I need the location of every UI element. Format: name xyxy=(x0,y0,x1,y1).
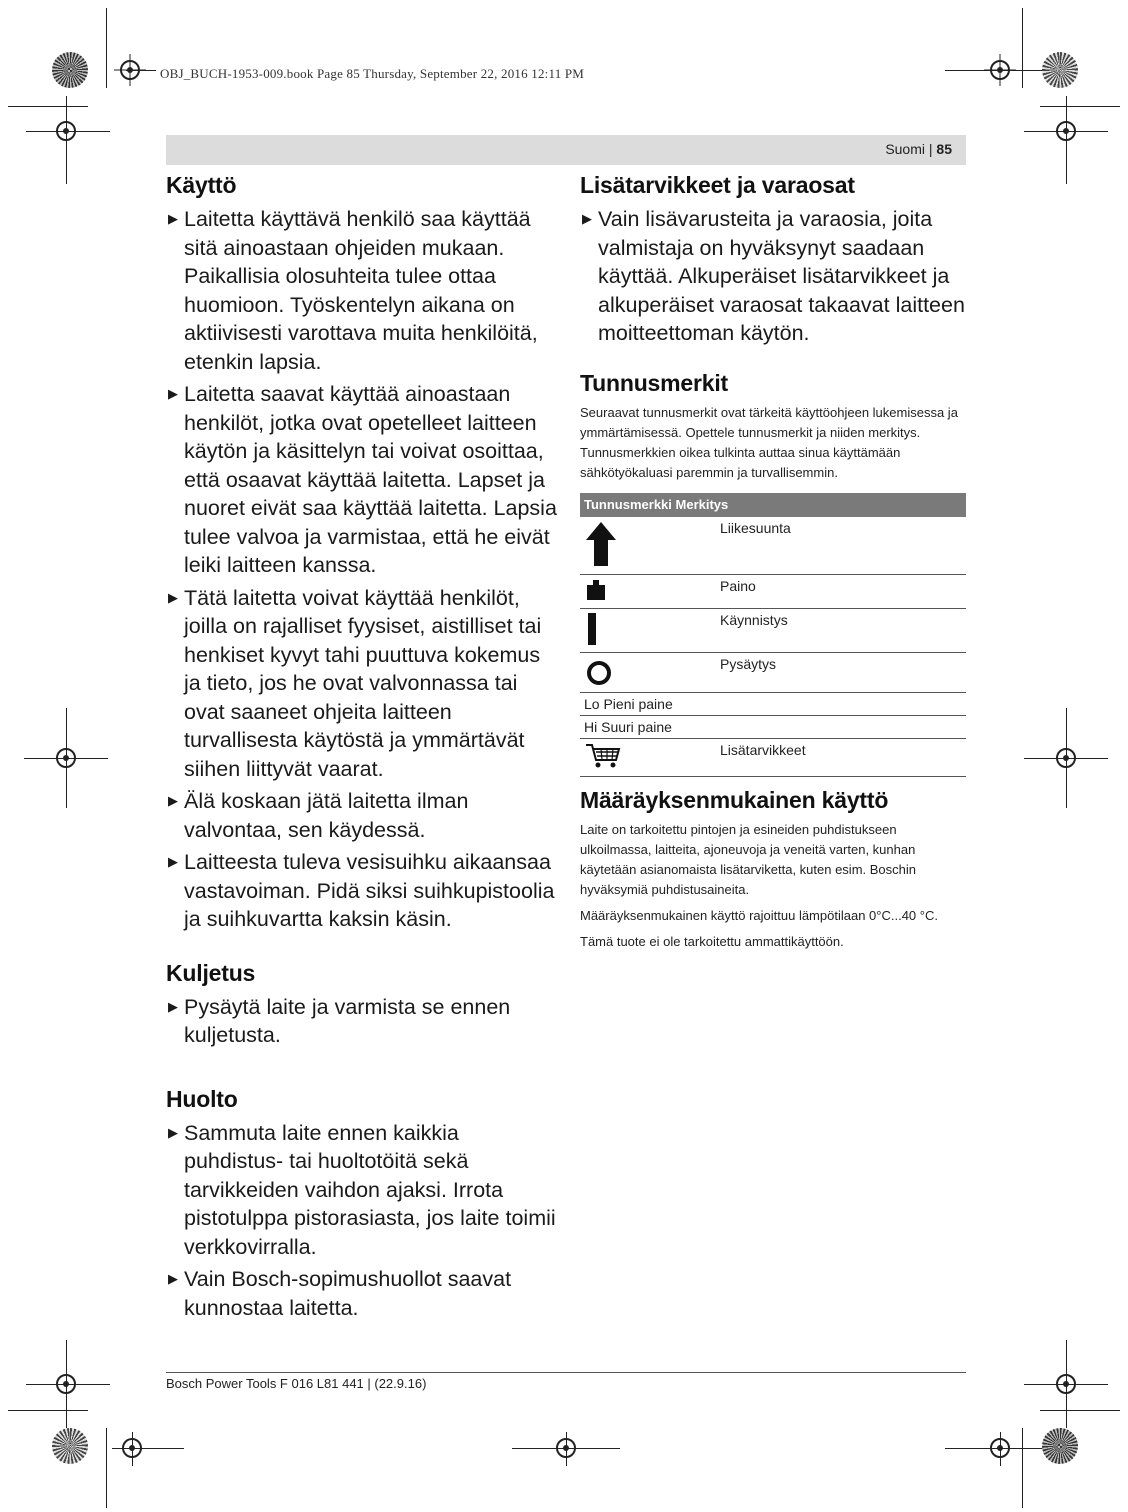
section-title: Määräyksenmukainen käyttö xyxy=(580,786,889,813)
section-title: Huolto xyxy=(166,1085,238,1112)
table-row xyxy=(580,517,966,575)
power-on-icon xyxy=(584,612,600,646)
list-item: ▶ Laitteesta tuleva vesisuihku aikaansaa vastavoiman. Pidä siksi suihkupistoolia ja suihkuvartta kaksin käsin. xyxy=(166,848,558,934)
registration-mark-icon xyxy=(550,1432,582,1464)
table-row xyxy=(580,608,966,652)
registration-mark-icon xyxy=(1050,742,1082,774)
symbol-text: Lo Pieni paine xyxy=(580,692,966,715)
bullet-list xyxy=(580,205,968,348)
symbol-text: Hi Suuri paine xyxy=(580,715,966,738)
bullet-list xyxy=(166,205,558,934)
list-item: ▶ Laitetta saavat käyttää ainoastaan henkilöt, jotka ovat opetelleet laitteen käytön ja käsittelyn tai voivat osoittaa, että osaavat käyttää laitetta. Lapset ja nuoret eivät saa käyttää laitetta. Lapsia tulee valvoa ja varmistaa, että he eivät leiki laitteen kanssa. xyxy=(166,380,558,580)
paragraph: Laite on tarkoitettu pintojen ja esineiden puhdistukseen ulkoilmassa, laitteita, ajoneuvoja ja veneitä varten, kunhan käytetään asianomaista lisätarviketta, kuten esim. Boschin hyväksymiä puhdistusaineita. xyxy=(580,821,917,897)
header-language: Suomi xyxy=(885,141,925,157)
registration-mark-icon xyxy=(50,115,82,147)
paragraph: Tämä tuote ei ole tarkoitettu ammattikäyttöön. xyxy=(580,933,844,949)
col-symbol-header: Tunnusmerkki xyxy=(584,497,672,512)
list-item: ▶ Sammuta laite ennen kaikkia puhdistus- tai huoltotöitä sekä tarvikkeiden vaihdon ajaksi. Irrota pistotulppa pistorasiasta, jos laite toimii verkkovirralla. xyxy=(166,1119,558,1262)
color-bar-disc-icon xyxy=(1042,52,1078,88)
power-off-icon xyxy=(584,656,614,686)
section-accessories xyxy=(580,172,968,348)
list-item: ▶ Älä koskaan jätä laitetta ilman valvontaa, sen käydessä. xyxy=(166,787,558,844)
section-title: Lisätarvikkeet ja varaosat xyxy=(580,172,855,198)
color-bar-disc-icon xyxy=(52,52,88,88)
symbols-intro: Seuraavat tunnusmerkit ovat tärkeitä käyttöohjeen lukemisessa ja ymmärtämisessä. Opettele tunnusmerkit ja niiden merkitys. Tunnusmerkkien oikea tulkinta auttaa sinua käyttämään sähkötyökaluasi paremmin ja turvallisemmin. xyxy=(580,404,958,480)
registration-mark-icon xyxy=(50,742,82,774)
col-meaning-header: Merkitys xyxy=(675,497,729,512)
table-row xyxy=(580,738,966,776)
symbol-meaning: Lisätarvikkeet xyxy=(716,738,966,776)
registration-mark-icon xyxy=(1050,1368,1082,1400)
registration-mark-icon xyxy=(984,54,1016,86)
page-header xyxy=(166,135,966,165)
list-item: ▶ Vain lisävarusteita ja varaosia, joita valmistaja on hyväksynyt saadaan käyttää. Alkuperäiset lisätarvikkeet ja alkuperäiset varaosat takaavat laitteen moitteettoman käytön. xyxy=(580,205,968,348)
bullet-list xyxy=(166,993,558,1050)
list-item: ▶ Pysäytä laite ja varmista se ennen kuljetusta. xyxy=(166,993,558,1050)
registration-mark-icon xyxy=(114,54,146,86)
section-title: Kuljetus xyxy=(166,959,256,986)
section-kaytto xyxy=(166,172,558,934)
list-item: ▶ Vain Bosch-sopimushuollot saavat kunnostaa laitetta. xyxy=(166,1265,558,1322)
table-row xyxy=(580,652,966,692)
list-item: ▶ Tätä laitetta voivat käyttää henkilöt, joilla on rajalliset fyysiset, aistilliset tai henkiset kyvyt tahi puuttuva kokemus ja tieto, jos he ovat valvonnassa tai ovat saaneet ohjeita laitteen turvallisesta käytöstä ja ymmärtävät siihen liittyvät vaarat. xyxy=(166,584,558,784)
table-row xyxy=(580,574,966,608)
print-info: OBJ_BUCH-1953-009.book Page 85 Thursday, September 22, 2016 12:11 PM xyxy=(160,66,585,81)
section-intended-use xyxy=(580,787,968,952)
footer-text: Bosch Power Tools F 016 L81 441 | (22.9.16) xyxy=(166,1376,427,1391)
bullet-list xyxy=(166,1119,558,1323)
color-bar-disc-icon xyxy=(52,1428,88,1464)
page-number: 85 xyxy=(936,141,952,157)
section-title: Tunnusmerkit xyxy=(580,369,728,396)
registration-mark-icon xyxy=(984,1432,1016,1464)
section-kuljetus xyxy=(166,960,558,1050)
registration-mark-icon xyxy=(1050,115,1082,147)
symbols-table xyxy=(580,493,966,777)
header-page-label xyxy=(885,141,952,157)
section-title: Käyttö xyxy=(166,172,237,198)
table-row xyxy=(580,715,966,738)
left-column xyxy=(166,172,558,1326)
table-header xyxy=(580,493,966,517)
right-column xyxy=(580,172,968,958)
paragraph: Määräyksenmukainen käyttö rajoittuu lämpötilaan 0°C...40 °C. xyxy=(580,907,938,923)
list-item: ▶ Laitetta käyttävä henkilö saa käyttää sitä ainoastaan ohjeiden mukaan. Paikallisia olosuhteita tulee ottaa huomioon. Työskentelyn aikana on aktiivisesti varottava muita henkilöitä, etenkin lapsia. xyxy=(166,205,558,376)
symbol-meaning: Käynnistys xyxy=(716,608,966,652)
symbol-meaning: Pysäytys xyxy=(716,652,966,692)
registration-mark-icon xyxy=(116,1432,148,1464)
table-header-row xyxy=(580,493,966,517)
registration-mark-icon xyxy=(50,1368,82,1400)
arrow-up-icon xyxy=(584,520,618,568)
weight-icon xyxy=(584,578,608,602)
section-huolto xyxy=(166,1086,558,1323)
symbol-meaning: Liikesuunta xyxy=(716,517,966,575)
table-row xyxy=(580,692,966,715)
color-bar-disc-icon xyxy=(1042,1428,1078,1464)
shopping-cart-icon xyxy=(584,742,622,770)
footer-divider xyxy=(166,1372,966,1373)
symbol-meaning: Paino xyxy=(716,574,966,608)
section-symbols xyxy=(580,370,968,777)
header-separator: | xyxy=(928,141,933,157)
